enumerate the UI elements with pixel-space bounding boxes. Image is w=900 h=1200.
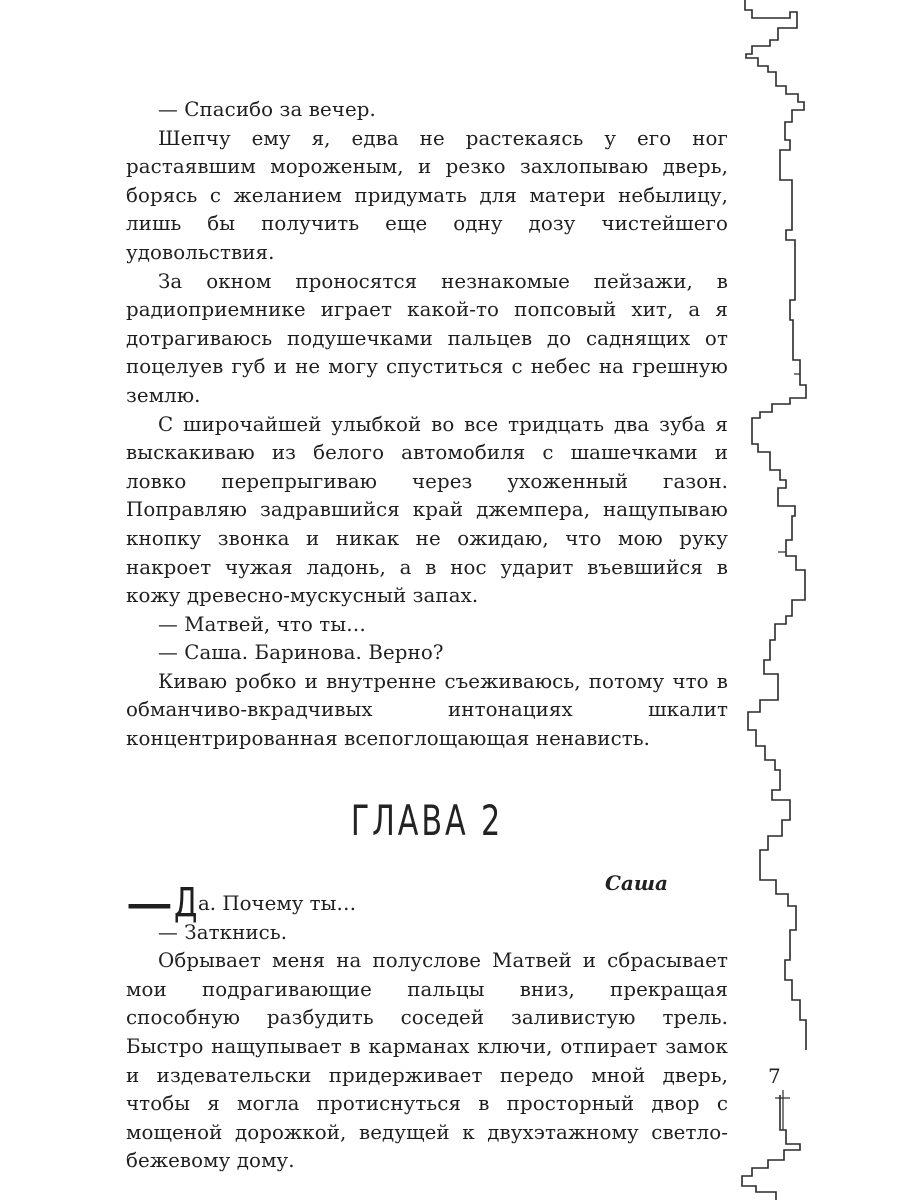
page-number: 7: [768, 1064, 781, 1088]
paragraph: С широчайшей улыбкой во все тридцать два зуба я выскакиваю из белого автомобиля с шашечками и ловко перепрыгиваю через ухоженный газон. Поправляю задравшийся край джемпера, нащупываю кнопку звонка и никак не ожидаю, что мою руку накроет чужая ладонь, а в нос ударит въевшийся в кожу древесно-мускусный запах.: [126, 412, 728, 608]
paragraph: — Спасибо за вечер.: [158, 98, 376, 121]
drop-cap-letter: Д: [174, 879, 198, 926]
book-page-body: [126, 96, 728, 1176]
paragraph: — Заткнись.: [158, 920, 288, 944]
paragraph: — Саша. Баринова. Верно?: [158, 641, 444, 665]
drop-cap-rest: а. Почему ты…: [198, 892, 357, 916]
paragraph: Обрывает меня на полуслове Матвей и сбрасывает мои подрагивающие пальцы вниз, прекращая способную разбудить соседей заливистую трель. Быстро нащупывает в карманах ключи, отпирает замок и издевательски придерживает передо мной дверь, чтобы я могла протиснуться в просторный двор с мощеной дорожкой, ведущей к двухэтажному светло-бежевому дому.: [126, 949, 728, 1173]
paragraph: За окном проносятся незнакомые пейзажи, в радиоприемнике играет какой-то попсовый хит, а я дотрагиваюсь подушечками пальцев до саднящих от поцелуев губ и не могу спуститься с небес на грешную землю.: [126, 269, 728, 407]
paragraph: Киваю робко и внутренне съеживаюсь, потому что в обманчиво-вкрадчивых интонациях шкалит концентрированная всепоглощающая ненависть.: [126, 669, 728, 751]
paragraph: Шепчу ему я, едва не растекаясь у его ног растаявшим мороженым, и резко захлопываю дверь, борясь с желанием придумать для матери небылицу, лишь бы получить еще одну дозу чистейшего удовольствия.: [126, 126, 728, 264]
chapter-title: ГЛАВА 2: [350, 795, 504, 845]
drop-dash: —: [126, 883, 173, 925]
pov-character-name: Саша: [605, 870, 668, 895]
paragraph: — Матвей, что ты…: [158, 612, 367, 636]
